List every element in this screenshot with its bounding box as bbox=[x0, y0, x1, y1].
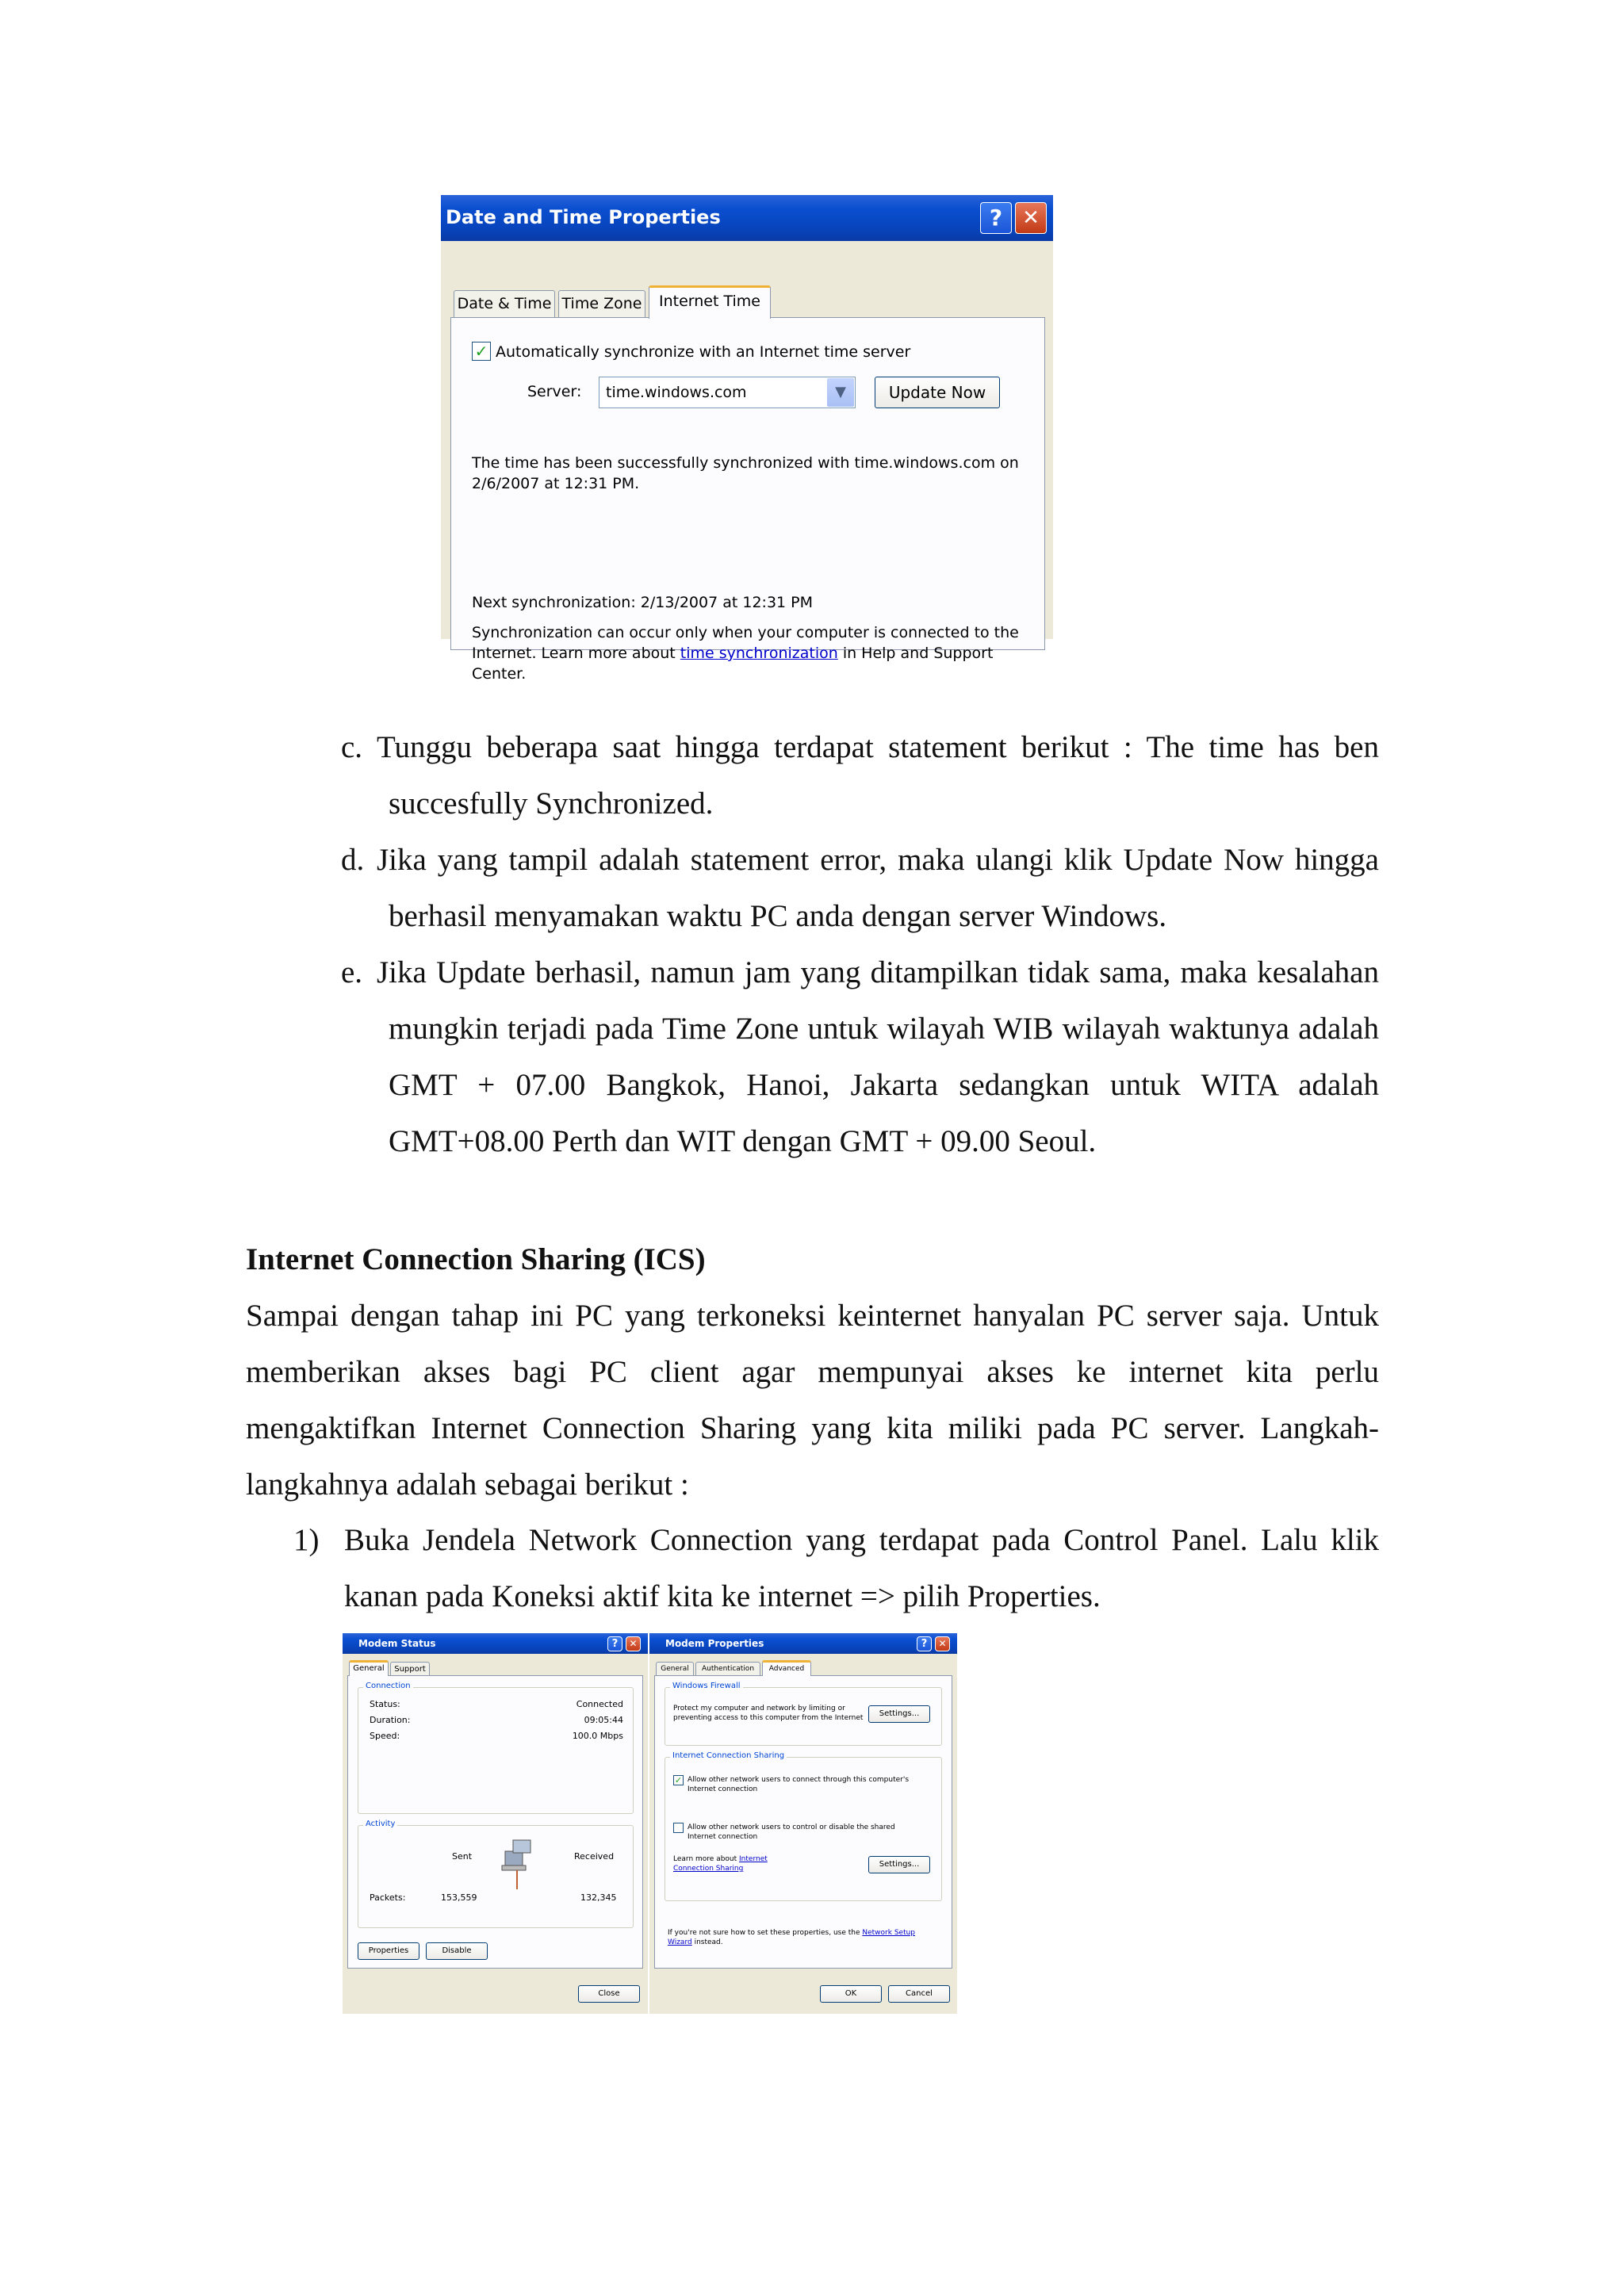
list-item-text: Jika Update berhasil, namun jam yang ditampilkan tidak sama, maka kesalahan mungkin terjadi pada Time Zone untuk wilayah WIB wilayah waktunya adalah GMT + 07.00 Bangkok, Hanoi, Jakarta sedangkan untuk WITA adalah GMT+08.00 Perth dan WIT dengan GMT + 09.00 Seoul. bbox=[377, 955, 1379, 1158]
dialog-body bbox=[441, 241, 1053, 683]
dialog-titlebar bbox=[649, 1633, 957, 1654]
speed-label: Speed: bbox=[370, 1731, 400, 1741]
speed-value: 100.0 Mbps bbox=[572, 1731, 623, 1741]
close-button[interactable]: ✕ bbox=[1015, 202, 1047, 234]
list-item-text: Tunggu beberapa saat hingga terdapat statement berikut : The time has ben succesfully Synchronized. bbox=[377, 730, 1379, 821]
packets-label: Packets: bbox=[370, 1892, 406, 1903]
group-label: Activity bbox=[363, 1820, 397, 1828]
tab-date-time[interactable]: Date & Time bbox=[454, 290, 555, 317]
group-label: Internet Connection Sharing bbox=[670, 1751, 787, 1760]
auto-sync-label: Automatically synchronize with an Internet time server bbox=[496, 343, 911, 361]
modem-status-dialog bbox=[343, 1633, 648, 2014]
internet-time-panel bbox=[450, 317, 1045, 683]
ics-help-link[interactable]: Internet Connection Sharing bbox=[673, 1855, 768, 1873]
firewall-settings-button[interactable]: Settings... bbox=[868, 1705, 930, 1723]
activity-group bbox=[358, 1820, 634, 1928]
duration-value: 09:05:44 bbox=[584, 1715, 623, 1725]
sync-info-text bbox=[472, 622, 1027, 684]
duration-label: Duration: bbox=[370, 1715, 411, 1725]
firewall-text: Protect my computer and network by limiting or preventing access to this computer from the Internet bbox=[673, 1705, 864, 1722]
dialog-titlebar bbox=[343, 1633, 648, 1654]
tab-internet-time[interactable]: Internet Time bbox=[649, 285, 771, 319]
dialog-title: Date and Time Properties bbox=[446, 206, 721, 228]
date-time-properties-dialog bbox=[441, 195, 1053, 683]
dialog-body bbox=[649, 1654, 957, 2014]
allow-connect-checkbox[interactable]: ✓ bbox=[674, 1775, 683, 1785]
update-now-button[interactable]: Update Now bbox=[875, 377, 1000, 408]
group-label: Connection bbox=[363, 1682, 413, 1690]
close-button[interactable]: ✕ bbox=[935, 1636, 950, 1651]
packets-received: 132,345 bbox=[580, 1892, 617, 1903]
packets-sent: 153,559 bbox=[441, 1892, 477, 1903]
status-label: Status: bbox=[370, 1699, 400, 1709]
time-sync-link[interactable]: time synchronization bbox=[680, 645, 838, 662]
tab-advanced[interactable]: Advanced bbox=[762, 1660, 811, 1676]
help-button[interactable]: ? bbox=[917, 1636, 932, 1651]
advanced-panel bbox=[654, 1675, 952, 1969]
network-setup-wizard-link[interactable]: Network Setup Wizard bbox=[668, 1929, 916, 1946]
firewall-group bbox=[665, 1682, 942, 1746]
tab-support[interactable]: Support bbox=[390, 1662, 430, 1676]
help-button[interactable]: ? bbox=[980, 202, 1012, 234]
status-value: Connected bbox=[576, 1699, 623, 1709]
general-panel bbox=[347, 1675, 643, 1969]
tab-time-zone[interactable]: Time Zone bbox=[558, 290, 645, 317]
close-dialog-button[interactable]: Close bbox=[578, 1985, 640, 2003]
modem-properties-dialog bbox=[649, 1633, 957, 2014]
allow-control-checkbox[interactable] bbox=[673, 1823, 684, 1833]
received-label: Received bbox=[574, 1851, 615, 1862]
ics-settings-button[interactable]: Settings... bbox=[868, 1856, 930, 1873]
auto-sync-checkbox[interactable]: ✓ bbox=[472, 342, 491, 361]
chevron-down-icon[interactable]: ▼ bbox=[827, 378, 854, 407]
learn-more-text bbox=[673, 1854, 808, 1873]
ok-button[interactable]: OK bbox=[820, 1985, 882, 2003]
server-value: time.windows.com bbox=[606, 384, 747, 401]
close-button[interactable]: ✕ bbox=[626, 1636, 641, 1651]
list-marker: 1) bbox=[293, 1523, 320, 1557]
wizard-text bbox=[668, 1928, 929, 1947]
server-select[interactable] bbox=[599, 377, 856, 408]
list-marker: c. bbox=[341, 730, 363, 764]
sync-info-part1: Synchronization can occur only when your computer is connected to the Internet. Learn more about bbox=[472, 624, 1019, 662]
group-label: Windows Firewall bbox=[670, 1682, 743, 1690]
section-intro: Sampai dengan tahap ini PC yang terkoneksi keinternet hanyalan PC server saja. Untuk memberikan akses bagi PC client agar mempunyai akses ke internet kita perlu mengaktifkan Internet Connection Sharing yang kita miliki pada PC server. Langkah-langkahnya adalah sebagai berikut : bbox=[246, 1299, 1379, 1502]
dialog-body bbox=[343, 1654, 648, 2014]
server-label: Server: bbox=[527, 383, 582, 400]
connection-group bbox=[358, 1682, 634, 1814]
wizard-prefix: If you're not sure how to set these properties, use the bbox=[668, 1929, 863, 1937]
sync-info-part2: in Help and Support Center. bbox=[472, 645, 994, 683]
list-marker: d. bbox=[341, 843, 365, 877]
dialog-title: Modem Properties bbox=[665, 1638, 764, 1649]
sync-success-text: The time has been successfully synchronized with time.windows.com on 2/6/2007 at 12:31 PM. bbox=[472, 454, 1019, 492]
tab-general[interactable]: General bbox=[656, 1662, 694, 1676]
section-heading: Internet Connection Sharing (ICS) bbox=[246, 1242, 706, 1276]
properties-button[interactable]: Properties bbox=[358, 1942, 419, 1960]
next-sync-text: Next synchronization: 2/13/2007 at 12:31 PM bbox=[472, 594, 814, 611]
allow-control-label: Allow other network users to control or disable the shared Internet connection bbox=[688, 1823, 895, 1841]
disable-button[interactable]: Disable bbox=[426, 1942, 488, 1960]
ics-group bbox=[665, 1751, 942, 1901]
tab-authentication[interactable]: Authentication bbox=[695, 1662, 760, 1676]
dialog-title: Modem Status bbox=[358, 1638, 436, 1649]
tab-general[interactable]: General bbox=[349, 1660, 389, 1676]
dialog-titlebar bbox=[441, 195, 1053, 241]
wizard-suffix: instead. bbox=[691, 1938, 723, 1946]
help-button[interactable]: ? bbox=[607, 1636, 622, 1651]
list-item-c bbox=[341, 719, 1379, 832]
list-item-d bbox=[341, 832, 1379, 944]
cancel-button[interactable]: Cancel bbox=[888, 1985, 950, 2003]
learn-more-prefix: Learn more about bbox=[673, 1855, 740, 1863]
list-marker: e. bbox=[341, 955, 363, 989]
network-activity-icon bbox=[497, 1835, 537, 1891]
list-item-text: Jika yang tampil adalah statement error, maka ulangi klik Update Now hingga berhasil menyamakan waktu PC anda dengan server Windows. bbox=[377, 843, 1379, 933]
list-item-text: Buka Jendela Network Connection yang terdapat pada Control Panel. Lalu klik kanan pada Koneksi aktif kita ke internet => pilih Properties. bbox=[344, 1523, 1379, 1613]
numbered-item-1 bbox=[293, 1512, 1379, 1624]
list-item-e bbox=[341, 944, 1379, 1169]
sent-label: Sent bbox=[452, 1851, 473, 1862]
allow-connect-label: Allow other network users to connect through this computer's Internet connection bbox=[688, 1776, 910, 1793]
